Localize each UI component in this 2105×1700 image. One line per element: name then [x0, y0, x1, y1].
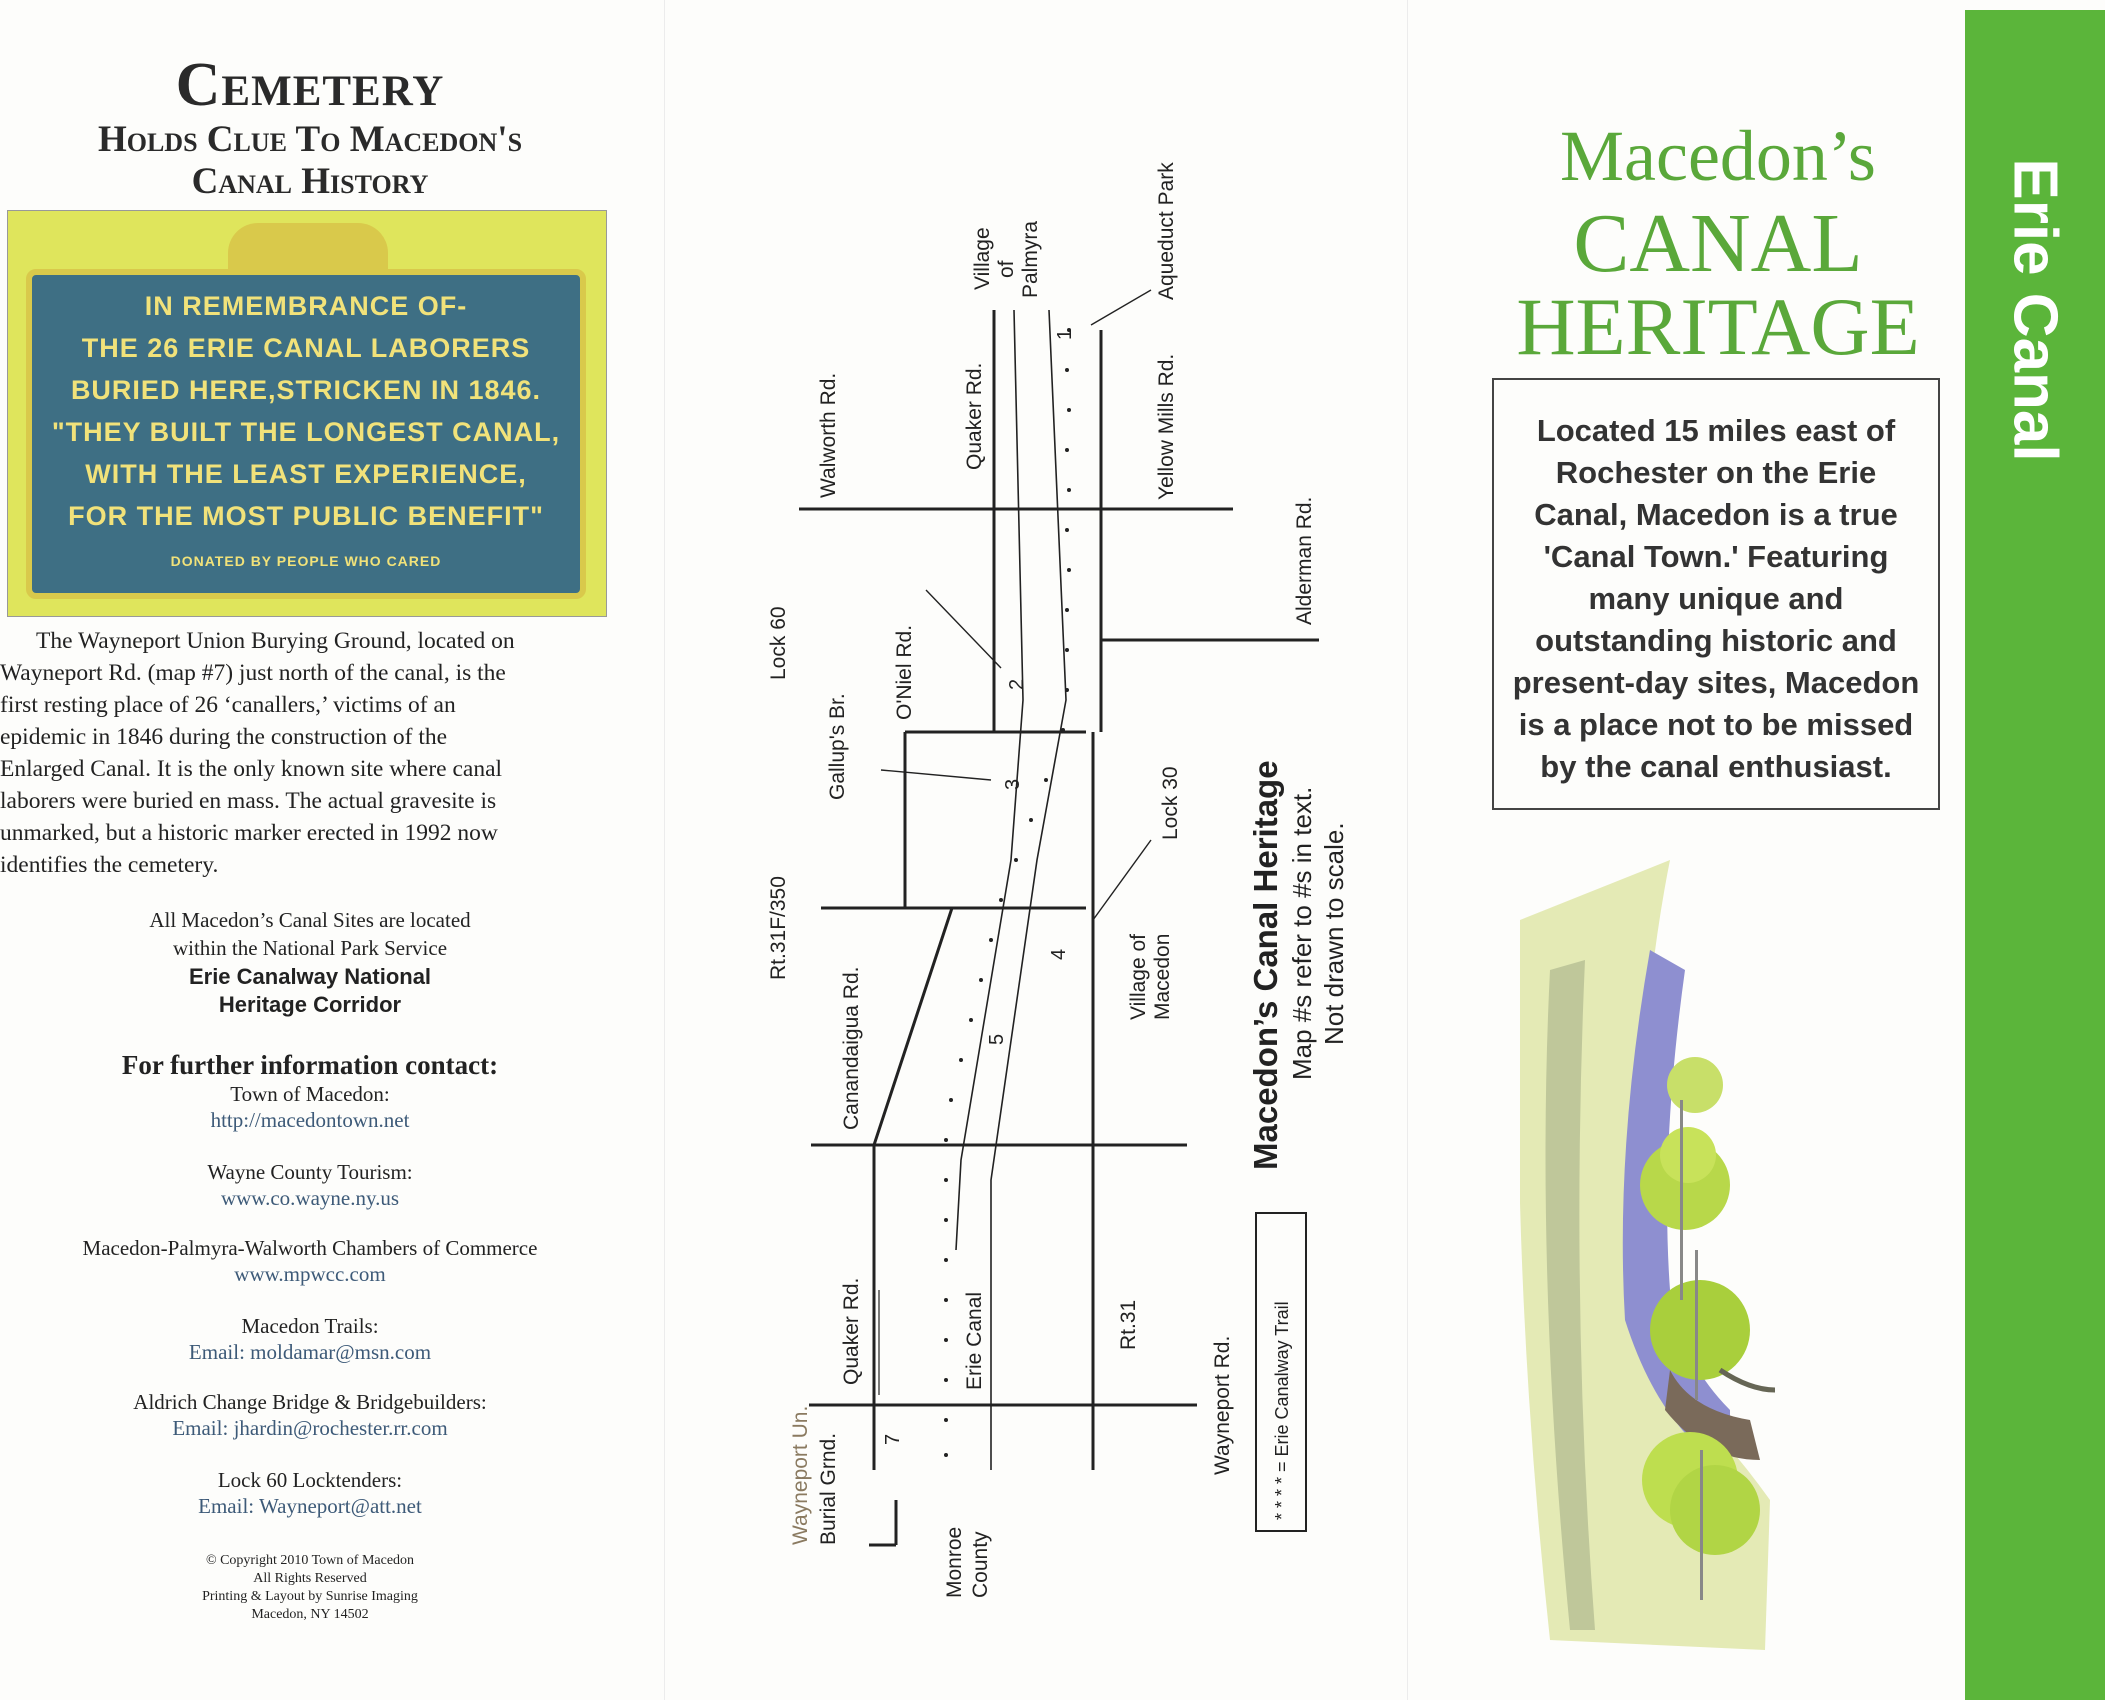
contact-link[interactable]: www.co.wayne.ny.us — [220, 1186, 400, 1210]
copyright-block — [0, 1552, 620, 1624]
plaque-line: WITH THE LEAST EXPERIENCE, — [85, 459, 527, 489]
copyright-line: All Rights Reserved — [253, 1571, 367, 1586]
intro-box — [1492, 378, 1940, 810]
intro-line: by the canal enthusiast. — [1540, 749, 1892, 784]
copyright-line: © Copyright 2010 Town of Macedon — [205, 1553, 415, 1568]
site-number: 4 — [1048, 948, 1070, 960]
body-line: Enlarged Canal. It is the only known site where canal — [0, 756, 503, 782]
map-label: Village of — [1127, 933, 1150, 1020]
map-label: of — [995, 260, 1018, 278]
map-label: Lock 60 — [767, 606, 790, 680]
site-number: 5 — [986, 1033, 1008, 1045]
sites-line-2: within the National Park Service — [172, 936, 448, 960]
site-number: 1 — [1054, 328, 1076, 340]
contact-link[interactable]: www.mpwcc.com — [234, 1262, 386, 1286]
intro-line: Located 15 miles east of — [1536, 413, 1896, 448]
erie-canal-side-label: Erie Canal — [2000, 158, 2070, 462]
body-line: epidemic in 1846 during the construction of the — [0, 724, 448, 750]
cemetery-body-text — [0, 625, 600, 881]
intro-line: present-day sites, Macedon — [1512, 665, 1920, 700]
site-number: 3 — [1002, 778, 1024, 790]
plaque-line: BURIED HERE,STRICKEN IN 1846. — [70, 375, 542, 405]
plaque-line: IN REMEMBRANCE OF- — [144, 291, 468, 321]
canalway-trail-dots — [944, 328, 1071, 1457]
map-label: Palmyra — [1019, 220, 1042, 298]
site-number: 7 — [882, 1433, 904, 1445]
map-label: Burial Grnd. — [817, 1432, 840, 1545]
contact-name: Town of Macedon: — [230, 1082, 390, 1106]
map-note: Not drawn to scale. — [1319, 822, 1349, 1045]
map-legend: * * * * = Erie Canalway Trail — [1272, 1301, 1292, 1520]
map-label: Macedon — [1151, 933, 1174, 1020]
plaque-line: "THEY BUILT THE LONGEST CANAL, — [51, 417, 561, 447]
sites-line-1: All Macedon’s Canal Sites are located — [149, 908, 471, 932]
map-note: Map #s refer to #s in text. — [1287, 786, 1317, 1080]
map-label: Monroe — [943, 1526, 966, 1598]
corridor-line-1: Erie Canalway National — [188, 964, 432, 989]
map-label: Walworth Rd. — [817, 372, 840, 498]
canal-watercolor-illustration — [1520, 850, 1790, 1650]
map-title: Macedon’s Canal Heritage — [1247, 760, 1284, 1170]
intro-line: Rochester on the Erie — [1555, 455, 1877, 490]
map-label: Quaker Rd. — [840, 1277, 863, 1385]
canandaigua-rd — [874, 908, 952, 1145]
corridor-line-2: Heritage Corridor — [218, 992, 402, 1017]
contact-heading: For further information contact: — [121, 1050, 499, 1080]
map-label: Rt.31F/350 — [767, 876, 790, 980]
map-label: Canandaigua Rd. — [840, 966, 863, 1130]
map-label: Wayneport Rd. — [1211, 1335, 1234, 1475]
plaque-line: FOR THE MOST PUBLIC BENEFIT" — [68, 501, 544, 531]
body-line: The Wayneport Union Burying Ground, located on — [36, 628, 515, 654]
leader-lock30 — [1093, 840, 1151, 920]
body-line: first resting place of 26 ‘canallers,’ victims of an — [0, 692, 456, 718]
cover-title-1: Macedon’s — [1560, 116, 1876, 196]
intro-line: Canal, Macedon is a true — [1534, 497, 1898, 532]
contact-email[interactable]: Email: moldamar@msn.com — [188, 1340, 432, 1364]
body-line: identifies the cemetery. — [0, 852, 219, 878]
contact-name: Macedon-Palmyra-Walworth Chambers of Commerce — [82, 1236, 538, 1260]
map-label: O'Niel Rd. — [893, 624, 916, 720]
map-label: County — [969, 1531, 992, 1598]
map-label: Wayneport Un. — [789, 1405, 812, 1545]
map-label: Aqueduct Park — [1155, 162, 1178, 300]
map-label: Quaker Rd. — [963, 362, 986, 470]
map-label: Village — [971, 227, 994, 290]
intro-line: is a place not to be missed — [1518, 707, 1914, 742]
contact-email[interactable]: Email: jhardin@rochester.rr.com — [172, 1416, 448, 1440]
intro-line: many unique and — [1588, 581, 1844, 616]
plaque-line: THE 26 ERIE CANAL LABORERS — [81, 333, 531, 363]
intro-line: 'Canal Town.' Featuring — [1543, 539, 1889, 574]
site-number: 2 — [1006, 678, 1028, 690]
cover-title-3: HERITAGE — [1516, 281, 1920, 372]
historic-marker-plaque — [26, 269, 586, 599]
historic-marker-photo — [7, 210, 607, 617]
contact-name: Macedon Trails: — [241, 1314, 379, 1338]
copyright-line: Macedon, NY 14502 — [251, 1607, 369, 1622]
plaque-line: DONATED BY PEOPLE WHO CARED — [170, 553, 442, 569]
cemetery-panel — [0, 0, 664, 1700]
copyright-line: Printing & Layout by Sunrise Imaging — [202, 1589, 418, 1604]
map-label: Yellow Mills Rd. — [1155, 353, 1178, 500]
contact-name: Wayne County Tourism: — [207, 1160, 413, 1184]
canal-map-panel — [664, 0, 1408, 1700]
canal-line-east — [991, 310, 1066, 1470]
body-line: unmarked, but a historic marker erected in 1992 now — [0, 820, 498, 846]
map-label: Lock 30 — [1159, 766, 1182, 840]
leader-aqueduct — [1091, 290, 1151, 325]
contact-name: Lock 60 Locktenders: — [217, 1468, 403, 1492]
leader-gallups — [881, 770, 991, 780]
cemetery-heading: Cemetery — [175, 51, 445, 119]
map-label: Erie Canal — [963, 1291, 986, 1390]
cemetery-subheading-1: Holds Clue To Macedon's — [97, 119, 523, 160]
cemetery-subheading-2: Canal History — [191, 161, 429, 202]
leader-lock60 — [926, 590, 1001, 668]
map-label: Alderman Rd. — [1293, 496, 1316, 625]
contact-name: Aldrich Change Bridge & Bridgebuilders: — [133, 1390, 487, 1414]
body-line: Wayneport Rd. (map #7) just north of the canal, is the — [0, 660, 506, 686]
map-label: Gallup's Br. — [826, 693, 849, 800]
canal-map — [665, 0, 1407, 1700]
map-label: Rt.31 — [1117, 1299, 1140, 1350]
cover-title-2: CANAL — [1573, 197, 1863, 290]
contact-email[interactable]: Email: Wayneport@att.net — [198, 1494, 422, 1518]
body-line: laborers were buried en mass. The actual gravesite is — [0, 788, 497, 814]
intro-line: outstanding historic and — [1535, 623, 1897, 658]
contact-link[interactable]: http://macedontown.net — [210, 1108, 410, 1132]
